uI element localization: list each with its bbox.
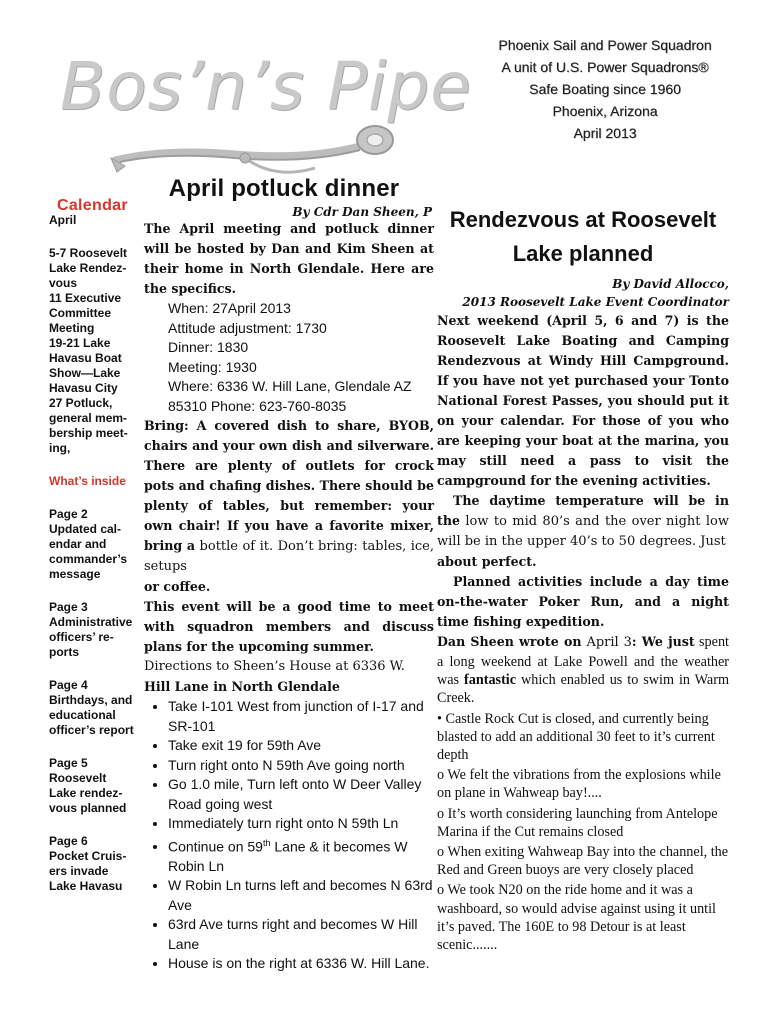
- trip-note: • Castle Rock Cut is closed, and currently being blasted to add an additional 30 feet to it’s current depth: [437, 710, 715, 764]
- contents-line: Page 2: [49, 507, 88, 521]
- sidebar: [49, 198, 141, 894]
- contents-entry-page-4[interactable]: [49, 678, 141, 738]
- ordinal-suffix: th: [262, 837, 271, 848]
- contents-entry-page-6[interactable]: [49, 834, 141, 894]
- roosevelt-article: [437, 203, 729, 954]
- calendar-line: 27 Potluck,: [49, 396, 113, 410]
- contents-line: Administrative: [49, 615, 133, 629]
- org-location: Phoenix, Arizona: [552, 103, 658, 119]
- calendar-line: 5-7 Roosevelt: [49, 246, 128, 260]
- temperature-end: about perfect.: [437, 554, 537, 569]
- whats-inside-heading: What’s inside: [49, 474, 126, 488]
- event-note: This event will be a good time to meet with squadron members and discuss plans for the upcoming summer.: [144, 599, 434, 654]
- calendar-line: general mem-: [49, 411, 128, 425]
- contents-line: officer’s report: [49, 723, 134, 737]
- org-unit: A unit of U.S. Power Squadrons®: [501, 59, 709, 75]
- contents-line: Page 4: [49, 678, 88, 692]
- contents-line: ports: [49, 645, 79, 659]
- quote-bold: : We just: [631, 634, 695, 649]
- trip-note: o We felt the vibrations from the explosions while on plane in Wahweap bay!....: [437, 767, 721, 802]
- calendar-line: Show—Lake: [49, 366, 121, 380]
- calendar-line: bership meet-: [49, 426, 128, 440]
- calendar-line: Lake Rendez-: [49, 261, 127, 275]
- trip-notes: [437, 710, 729, 955]
- article-byline: By Cdr Dan Sheen, P: [292, 205, 432, 219]
- contents-line: educational: [49, 708, 116, 722]
- direction-step: [168, 834, 434, 877]
- calendar-heading: Calendar: [57, 197, 128, 214]
- contents-line: endar and: [49, 537, 107, 551]
- quote-bold: Dan Sheen wrote on: [437, 634, 582, 649]
- direction-step: • W Robin Ln turns left and becomes N 63rd Ave: [168, 876, 434, 915]
- calendar-line: Meeting: [49, 321, 95, 335]
- direction-step: • 63rd Ave turns right and becomes W Hill Lane: [168, 915, 434, 954]
- calendar-line: ing,: [49, 441, 71, 455]
- contents-entry-page-3[interactable]: [49, 600, 141, 660]
- contents-line: Lake Havasu: [49, 879, 123, 893]
- contents-line: Roosevelt: [49, 771, 107, 785]
- org-name: Phoenix Sail and Power Squadron: [498, 37, 712, 53]
- contents-entry-page-5[interactable]: [49, 756, 141, 816]
- direction-step-text: Continue on 59: [168, 838, 263, 855]
- calendar-line: Havasu City: [49, 381, 118, 395]
- quote-plain: April 3: [581, 635, 632, 650]
- temperature-bold: The daytime temperature will be in the: [437, 493, 729, 528]
- direction-step: • House is on the right at 6336 W. Hill Lane.: [168, 954, 434, 974]
- article-paragraph: Next weekend (April 5, 6 and 7) is the Roosevelt Lake Boating and Camping Rendezvous at Windy Hill Campground. If you have not yet purchased your Tonto National Forest Passes, you should put it on your calendar. For those of you who are keeping your boat at the marina, you may still need a pass to visit the campground for the evening activities.: [437, 313, 729, 488]
- contents-line: commander’s: [49, 552, 128, 566]
- contents-line: message: [49, 567, 101, 581]
- direction-step: • Immediately turn right onto N 59th Ln: [168, 814, 434, 834]
- temperature-plain: low to mid 80’s and the over night low will be in the upper 40’s to 50 degrees. Just: [437, 514, 729, 549]
- contents-line: Page 5: [49, 756, 88, 770]
- contents-line: vous planned: [49, 801, 127, 815]
- calendar-line: Committee: [49, 306, 112, 320]
- event-details: [144, 299, 434, 416]
- organization-info: [470, 34, 740, 144]
- calendar-line: Havasu Boat: [49, 351, 122, 365]
- issue-date: April 2013: [573, 125, 637, 141]
- contents-entry-page-2[interactable]: [49, 507, 141, 582]
- bring-text-plain: bottle of it. Don’t bring: tables, ice, setups: [144, 539, 434, 574]
- event-detail-line: 85310 Phone: 623-760-8035: [168, 397, 347, 414]
- calendar-month: April: [49, 213, 77, 227]
- bring-paragraph: [144, 416, 434, 577]
- directions-heading: Directions to Sheen’s House at 6336 W.: [144, 659, 405, 674]
- trip-note: o When exiting Wahweap Bay into the channel, the Red and Green buoys are very closely placed: [437, 844, 729, 879]
- quote-plain: which enabled us to swim in Warm Creek.: [437, 672, 729, 707]
- contents-line: Updated cal-: [49, 522, 122, 536]
- article-title: Rendezvous at Roosevelt Lake planned: [449, 207, 717, 266]
- newsletter-logo-title: Bos’n’s Pipe: [60, 48, 472, 125]
- event-detail-line: Attitude adjustment: 1730: [168, 319, 327, 336]
- article-paragraph: Planned activities include a day time on-the-water Poker Run, and a night time fishing expedition.: [437, 574, 729, 629]
- calendar-line: vous: [49, 276, 78, 290]
- directions-list: [144, 697, 434, 974]
- byline-author: By David Allocco,: [612, 277, 729, 291]
- contents-line: ers invade: [49, 864, 109, 878]
- article-title: April potluck dinner: [168, 175, 400, 202]
- event-detail-line: Meeting: 1930: [168, 358, 257, 375]
- event-detail-line: Dinner: 1830: [168, 339, 249, 355]
- direction-step: • Turn right onto N 59th Ave going north: [168, 756, 434, 776]
- direction-step-rest: Lane & it becomes W Robin Ln: [168, 838, 408, 874]
- contents-line: Pocket Cruis-: [49, 849, 127, 863]
- calendar-line: 11 Executive: [49, 291, 122, 305]
- event-detail-line: Where: 6336 W. Hill Lane, Glendale AZ: [168, 378, 412, 394]
- article-byline: [437, 275, 729, 311]
- byline-role: 2013 Roosevelt Lake Event Coordinator: [462, 295, 729, 309]
- calendar-list: [49, 246, 141, 456]
- contents-line: Birthdays, and: [49, 693, 133, 707]
- org-motto: Safe Boating since 1960: [529, 81, 681, 97]
- contents-line: Page 3: [49, 600, 88, 614]
- direction-step: • Take exit 19 for 59th Ave: [168, 736, 434, 756]
- trip-note: o It’s worth considering launching from Antelope Marina if the Cut remains closed: [437, 805, 718, 840]
- article-intro: The April meeting and potluck dinner will be hosted by Dan and Kim Sheen at their home in North Glendale. Here are the specifics.: [144, 221, 434, 296]
- quote-paragraph: [437, 632, 729, 708]
- bring-text-bold: Bring: A covered dish to share, BYOB, chairs and your own dish and silverware. There are plenty of outlets for crock pots and chafing dishes. There should be plenty of tables, but remember: your own chair! If you have a favorite mixer, bring a: [144, 418, 434, 553]
- directions-heading-bold: Hill Lane in North Glendale: [144, 679, 340, 694]
- direction-step: • Go 1.0 mile, Turn left onto W Deer Valley Road going west: [168, 775, 434, 814]
- bring-text-end: or coffee.: [144, 579, 211, 594]
- potluck-article: [144, 175, 434, 974]
- contents-line: officers’ re-: [49, 630, 114, 644]
- calendar-line: 19-21 Lake: [49, 336, 111, 350]
- event-detail-line: When: 27April 2013: [168, 300, 291, 316]
- trip-note: o We took N20 on the ride home and it was a washboard, so would advise against using it until it’s paved. The 160E to 98 Detour is at least scenic.......: [437, 882, 716, 954]
- article-paragraph: [437, 491, 729, 552]
- quote-bold: fantastic: [464, 672, 517, 689]
- contents-line: Page 6: [49, 834, 88, 848]
- contents-line: Lake rendez-: [49, 786, 123, 800]
- direction-step: • Take I-101 West from junction of I-17 and SR-101: [168, 697, 434, 736]
- quote-plain: spent a long weekend at Lake Powell and the weather was: [437, 634, 729, 689]
